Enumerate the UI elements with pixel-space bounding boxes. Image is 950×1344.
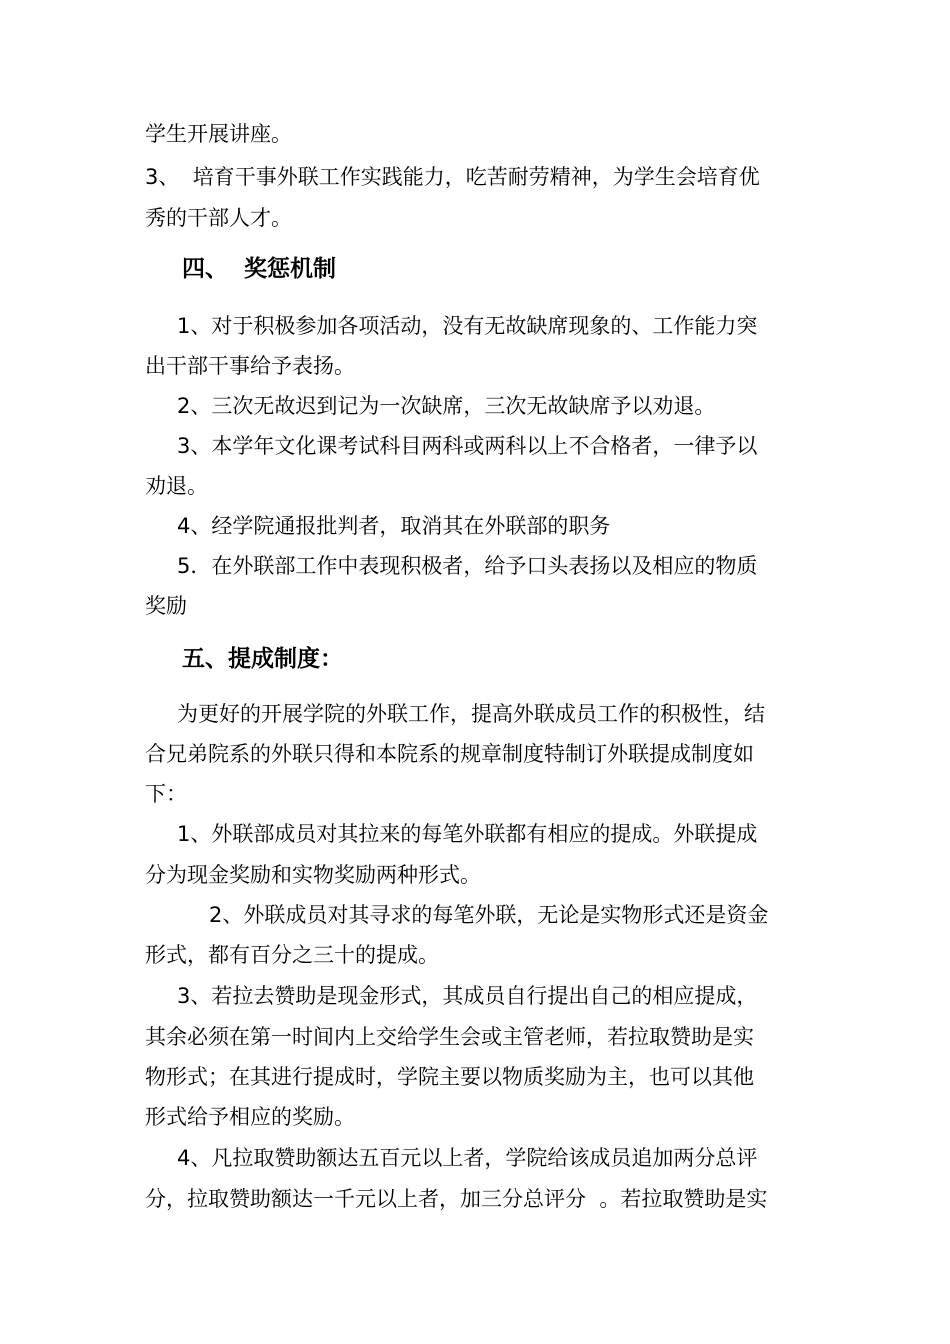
list-item-line: 1、对于积极参加各项活动，没有无故缺席现象的、工作能力突 [177,314,758,338]
list-item-line: 劝退。 [145,474,208,498]
list-item-line: 形式，都有百分之三十的提成。 [145,943,439,967]
paragraph-line: 合兄弟院系的外联只得和本院系的规章制度特制订外联提成制度如 [145,742,754,766]
list-item-line: 5．在外联部工作中表现积极者，给予口头表扬以及相应的物质 [177,554,758,578]
list-item-line: 出干部干事给予表扬。 [145,354,355,378]
list-item-line: 形式给予相应的奖励。 [145,1105,355,1129]
list-item-line: 物形式；在其进行提成时，学院主要以物质奖励为主，也可以其他 [145,1065,754,1089]
list-item-line: 奖励 [145,594,187,618]
list-item-line: 其余必须在第一时间内上交给学生会或主管老师，若拉取赞助是实 [145,1025,754,1049]
list-item-line: 3、本学年文化课考试科目两科或两科以上不合格者，一律予以 [177,434,758,458]
list-item-line: 1、外联部成员对其拉来的每笔外联都有相应的提成。外联提成 [177,822,758,846]
list-item-line: 分为现金奖励和实物奖励两种形式。 [145,863,481,887]
paragraph-line: 学生开展讲座。 [145,122,292,146]
paragraph-line: 为更好的开展学院的外联工作，提高外联成员工作的积极性，结 [177,702,765,726]
paragraph-line: 3、 培育干事外联工作实践能力，吃苦耐劳精神，为学生会培育优 [145,165,760,189]
list-item-line: 3、若拉去赞助是现金形式，其成员自行提出自己的相应提成， [177,984,758,1008]
list-item-line: 2、三次无故迟到记为一次缺席，三次无故缺席予以劝退。 [177,394,716,418]
list-item-line: 2、外联成员对其寻求的每笔外联，无论是实物形式还是资金 [209,903,769,927]
list-item-line: 分，拉取赞助额达一千元以上者，加三分总评分 。若拉取赞助是实 [145,1187,768,1211]
list-item-line: 4、凡拉取赞助额达五百元以上者，学院给该成员追加两分总评 [177,1146,758,1170]
paragraph-line: 下： [145,782,187,806]
section-heading-commission-system: 五、提成制度： [182,646,343,672]
paragraph-line: 秀的干部人才。 [145,206,292,230]
list-item-line: 4、经学院通报批判者，取消其在外联部的职务 [177,514,611,538]
section-heading-rewards-penalties: 四、 奖惩机制 [182,256,337,282]
